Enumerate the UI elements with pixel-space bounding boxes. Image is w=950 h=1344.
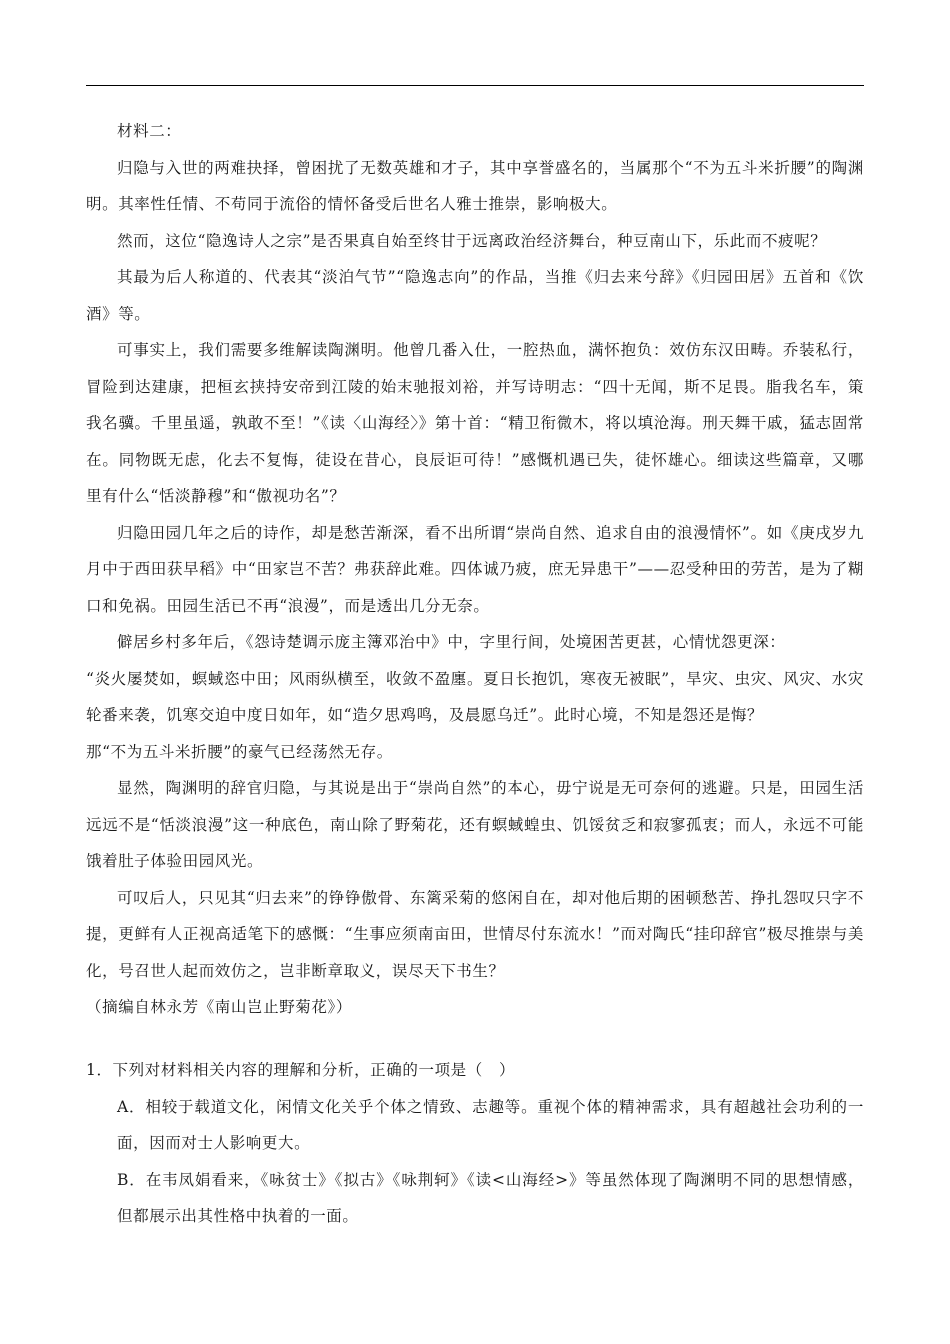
option-a: A．相较于载道文化，闲情文化关乎个体之情致、志趣等。重视个体的精神需求，具有超越社会功利的一面，因而对士人影响更大。: [117, 1097, 864, 1152]
section-title: 材料二：: [117, 122, 182, 140]
paragraph: 其最为后人称道的、代表其“淡泊气节”“隐逸志向”的作品，当推《归去来兮辞》《归园田居》五首和《饮酒》等。: [86, 268, 864, 323]
paragraph: 可事实上，我们需要多维解读陶渊明。他曾几番入仕，一腔热血，满怀抱负：效仿东汉田畴。乔装私行，冒险到达建康，把桓玄挟持安帝到江陵的始末驰报刘裕，并写诗明志：“四十无闻，斯不足畏。脂我名车，策我名骥。千里虽遥，孰敢不至！”《读〈山海经〉》第十首：“精卫衔微木，将以填沧海。刑天舞干戚，猛志固常在。同物既无虑，化去不复悔，徒设在昔心，良辰讵可待！”感慨机遇已失，徒怀雄心。细读这些篇章，又哪里有什么“恬淡静穆”和“傲视功名”？: [86, 341, 864, 505]
question-stem: 1．下列对材料相关内容的理解和分析，正确的一项是（ ）: [86, 1061, 516, 1079]
paragraph: 那“不为五斗米折腰”的豪气已经荡然无存。: [86, 742, 393, 761]
option-b: B．在韦凤娟看来，《咏贫士》《拟古》《咏荆轲》《读<山海经>》等虽然体现了陶渊明不同的思想情感，但都展示出其性格中执着的一面。: [117, 1170, 864, 1225]
paragraph: 归隐与入世的两难抉择，曾困扰了无数英雄和才子，其中享誉盛名的，当属那个“不为五斗米折腰”的陶渊明。其率性任情、不苟同于流俗的情怀备受后世名人雅士推崇，影响极大。: [86, 158, 864, 213]
paragraph: “炎火屡焚如，螟蜮恣中田；风雨纵横至，收敛不盈廛。夏日长抱饥，寒夜无被眠”，旱灾、虫灾、风灾、水灾轮番来袭，饥寒交迫中度日如年，如“造夕思鸡鸣，及晨愿乌迁”。此时心境，不知是怨还是悔？: [86, 669, 864, 724]
document-body: [86, 113, 864, 1026]
paragraph: 显然，陶渊明的辞官归隐，与其说是出于“崇尚自然”的本心，毋宁说是无可奈何的逃避。只是，田园生活远远不是“恬淡浪漫”这一种底色，南山除了野菊花，还有螟蜮蝗虫、饥馁贫乏和寂寥孤衷；而人，永远不可能饿着肚子体验田园风光。: [86, 779, 864, 870]
paragraph: 可叹后人，只见其“归去来”的铮铮傲骨、东篱采菊的悠闲自在，却对他后期的困顿愁苦、挣扎怨叹只字不提，更鲜有人正视高适笔下的感慨：“生事应须南亩田，世情尽付东流水！”而对陶氏“挂印辞官”极尽推崇与美化，号召世人起而效仿之，岂非断章取义，误尽天下书生？: [86, 888, 864, 980]
header-rule: [86, 85, 864, 86]
paragraph: 僻居乡村多年后，《怨诗楚调示庞主簿邓治中》中，字里行间，处境困苦更甚，心情忧怨更深：: [117, 633, 786, 651]
paragraph: 然而，这位“隐逸诗人之宗”是否果真自始至终甘于远离政治经济舞台，种豆南山下，乐此而不疲呢？: [117, 231, 827, 250]
question-block: [86, 1052, 864, 1235]
source-citation: （摘编自林永芳《南山岂止野菊花》）: [86, 998, 352, 1016]
paragraph: 归隐田园几年之后的诗作，却是愁苦渐深，看不出所谓“崇尚自然、追求自由的浪漫情怀”。如《庚戌岁九月中于西田获早稻》中“田家岂不苦？弗获辞此难。四体诚乃疲，庶无异患干”——忍受种田的劳苦，是为了糊口和免祸。田园生活已不再“浪漫”，而是透出几分无奈。: [86, 523, 864, 615]
